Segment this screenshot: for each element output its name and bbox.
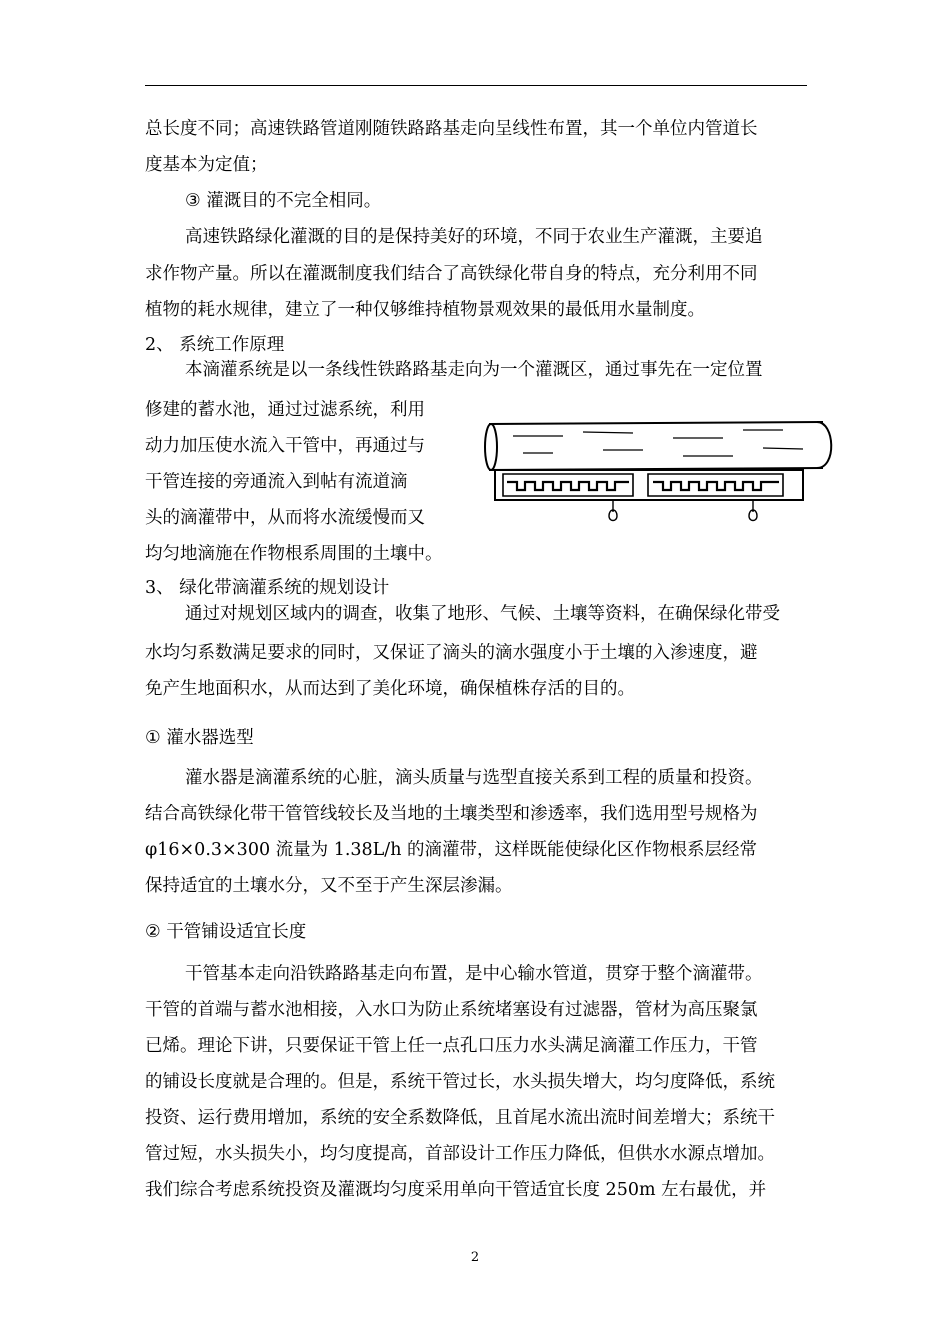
text-line: 度基本为定值； xyxy=(145,155,268,175)
text-line: 本滴灌系统是以一条线性铁路路基走向为一个灌溉区，通过事先在一定位置 xyxy=(185,360,763,380)
section-heading-3: 3、 绿化带滴灌系统的规划设计 xyxy=(145,578,390,598)
heading-emitter-selection: ① 灌水器选型 xyxy=(145,728,254,748)
text-line: 结合高铁绿化带干管管线较长及当地的土壤类型和渗透率，我们选用型号规格为 xyxy=(145,804,758,824)
header-rule xyxy=(145,85,807,86)
text-line: 投资、运行费用增加，系统的安全系数降低，且首尾水流出流时间差增大；系统干 xyxy=(145,1108,775,1128)
text-line: 头的滴灌带中，从而将水流缓慢而又 xyxy=(145,508,425,528)
text-line: 干管连接的旁通流入到帖有流道滴 xyxy=(145,472,408,492)
text-line: 动力加压使水流入干管中，再通过与 xyxy=(145,436,425,456)
text-line: 水均匀系数满足要求的同时，又保证了滴头的滴水强度小于土壤的入渗速度，避 xyxy=(145,643,758,663)
text-line: 高速铁路绿化灌溉的目的是保持美好的环境，不同于农业生产灌溉，主要追 xyxy=(185,227,763,247)
text-line: 已烯。理论下讲，只要保证干管上任一点孔口压力水头满足滴灌工作压力，干管 xyxy=(145,1036,758,1056)
text-line: 总长度不同；高速铁路管道刚随铁路路基走向呈线性布置，其一个单位内管道长 xyxy=(145,119,758,139)
text-line: 求作物产量。所以在灌溉制度我们结合了高铁绿化带自身的特点，充分利用不同 xyxy=(145,264,758,284)
text-line: 干管基本走向沿铁路路基走向布置，是中心输水管道，贯穿于整个滴灌带。 xyxy=(185,964,763,984)
text-line: 干管的首端与蓄水池相接，入水口为防止系统堵塞设有过滤器，管材为高压聚氯 xyxy=(145,1000,758,1020)
text-line: 的铺设长度就是合理的。但是，系统干管过长，水头损失增大，均匀度降低，系统 xyxy=(145,1072,775,1092)
section-heading-2: 2、 系统工作原理 xyxy=(145,335,285,355)
text-line: 修建的蓄水池，通过过滤系统，利用 xyxy=(145,400,425,420)
text-line: 通过对规划区域内的调查，收集了地形、气候、土壤等资料，在确保绿化带受 xyxy=(185,604,780,624)
text-line: 我们综合考虑系统投资及灌溉均匀度采用单向干管适宜长度 250m 左右最优，并 xyxy=(145,1180,767,1200)
heading-irrigation-purpose: ③ 灌溉目的不完全相同。 xyxy=(185,191,382,211)
heading-main-pipe-length: ② 干管铺设适宜长度 xyxy=(145,922,307,942)
text-line: 植物的耗水规律，建立了一种仅够维持植物景观效果的最低用水量制度。 xyxy=(145,300,705,320)
text-line: 保持适宜的土壤水分，又不至于产生深层渗漏。 xyxy=(145,876,513,896)
drip-tape-illustration xyxy=(483,408,843,533)
text-line: φ16×0.3×300 流量为 1.38L/h 的滴灌带，这样既能使绿化区作物根系层经常 xyxy=(145,840,758,860)
text-line: 管过短，水头损失小，均匀度提高，首部设计工作压力降低，但供水水源点增加。 xyxy=(145,1144,775,1164)
page-number: 2 xyxy=(470,1250,480,1265)
text-line: 免产生地面积水，从而达到了美化环境，确保植株存活的目的。 xyxy=(145,679,635,699)
text-line: 灌水器是滴灌系统的心脏，滴头质量与选型直接关系到工程的质量和投资。 xyxy=(185,768,763,788)
text-line: 均匀地滴施在作物根系周围的土壤中。 xyxy=(145,544,443,564)
